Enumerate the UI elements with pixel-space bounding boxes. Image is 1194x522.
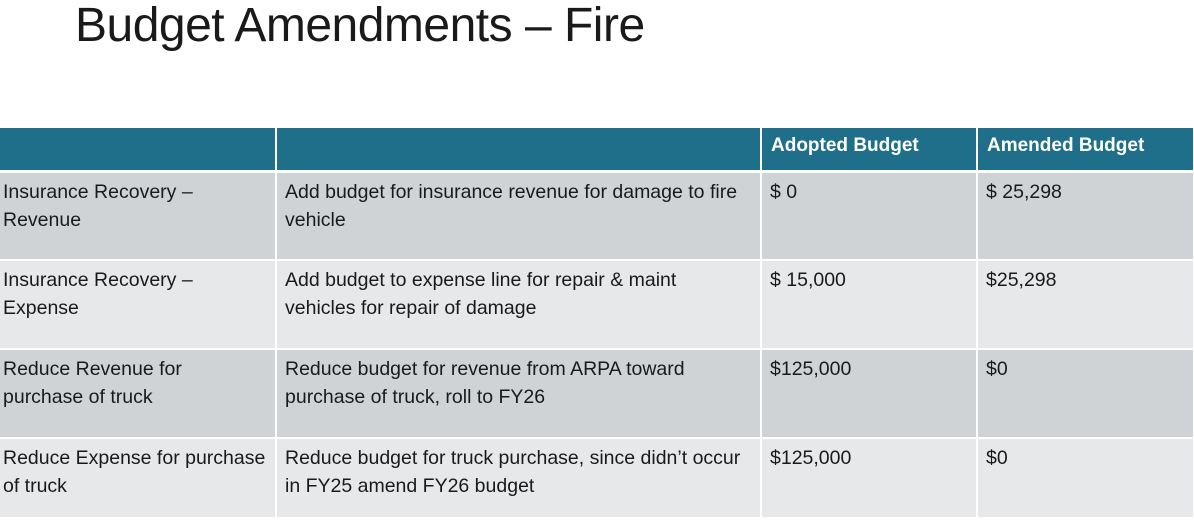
row-description: Reduce budget for revenue from ARPA toward purchase of truck, roll to FY26 [276, 349, 761, 438]
row-adopted: $ 15,000 [761, 260, 977, 349]
table-row [0, 349, 1194, 438]
row-item: Insurance Recovery – Revenue [0, 171, 276, 260]
budget-table [0, 128, 1194, 519]
row-adopted: $ 0 [761, 171, 977, 260]
slide-title: Budget Amendments – Fire [75, 0, 645, 52]
row-amended: $25,298 [977, 260, 1194, 349]
row-amended: $0 [977, 349, 1194, 438]
row-amended: $0 [977, 438, 1194, 518]
row-adopted: $125,000 [761, 438, 977, 518]
table-header-row [0, 128, 1194, 171]
row-description: Add budget to expense line for repair & maint vehicles for repair of damage [276, 260, 761, 349]
row-item: Reduce Expense for purchase of truck [0, 438, 276, 518]
header-adopted-budget: Adopted Budget [761, 128, 977, 171]
row-description: Reduce budget for truck purchase, since didn’t occur in FY25 amend FY26 budget [276, 438, 761, 518]
header-amended-budget: Amended Budget [977, 128, 1194, 171]
row-description: Add budget for insurance revenue for damage to fire vehicle [276, 171, 761, 260]
row-item: Reduce Revenue for purchase of truck [0, 349, 276, 438]
row-item: Insurance Recovery – Expense [0, 260, 276, 349]
header-item [0, 128, 276, 171]
table-row [0, 438, 1194, 518]
header-description [276, 128, 761, 171]
table-row [0, 171, 1194, 260]
row-adopted: $125,000 [761, 349, 977, 438]
row-amended: $ 25,298 [977, 171, 1194, 260]
table-row [0, 260, 1194, 349]
